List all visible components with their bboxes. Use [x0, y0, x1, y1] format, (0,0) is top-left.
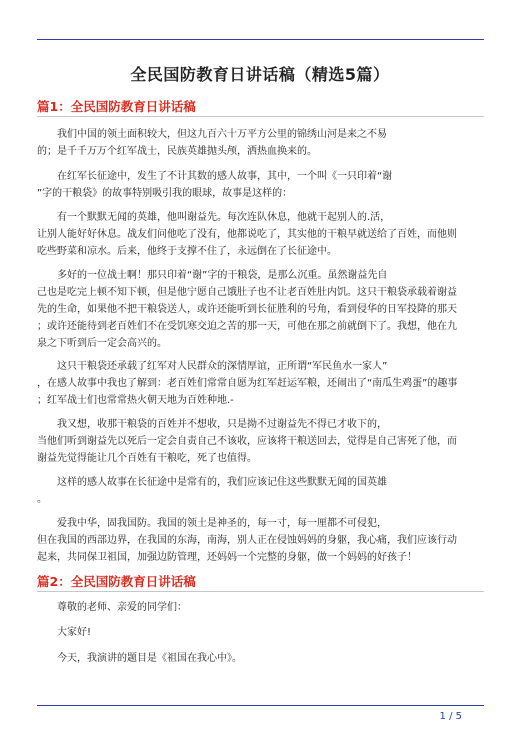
text-line: ；红军战士们也常常热火朝天地为百姓种地.- — [37, 395, 234, 406]
paragraph — [37, 267, 484, 352]
text-line: 先的生命，如果他不把干粮袋送人，或许还能听到长征胜利的号角，看到侵华的日军投降的那天 — [37, 304, 457, 315]
text-line: 泉之下听到后一定会高兴的。 — [37, 338, 167, 349]
paragraph — [37, 650, 484, 667]
paragraph — [37, 358, 484, 409]
text-line: 大家好! — [57, 627, 92, 638]
text-line: 吃些野菜和凉水。后来，他终于支撑不住了，永远倒在了长征途中。 — [37, 246, 337, 257]
text-line: 让别人能好好休息。战友们问他吃了没有，他都说吃了，其实他的干粮早就送给了百姓，而他则 — [37, 229, 457, 240]
paragraph — [37, 599, 484, 616]
text-line: ；或许还能待到老百姓们不在受饥寒交迫之苦的那一天，可他在那之前就倒下了。我想，他在九 — [37, 321, 457, 332]
text-line: 我们中国的领土面积较大，但这九百六十万平方公里的锦绣山河是来之不易 — [57, 129, 387, 140]
text-line: 的；是千千万万个红军战士，民族英雄抛头颅，洒热血换来的。 — [37, 146, 317, 157]
paragraph — [37, 168, 484, 202]
text-line: 爱我中华，固我国防。我国的领土是神圣的，每一寸，每一厘都不可侵犯， — [57, 518, 387, 529]
text-line: 谢益先觉得能让几个百姓有干粮吃，死了也值得。 — [37, 453, 257, 464]
text-line: 多好的一位战士啊！那只印着“谢”字的干粮袋，是那么沉重。虽然谢益先自 — [57, 270, 388, 281]
text-line: ”字的干粮袋》的故事特别吸引我的眼球，故事是这样的： — [37, 188, 293, 199]
text-line: 己也是吃完上顿不知下顿，但是他宁愿自己饿肚子也不让老百姓肚内饥。这只干粮袋承载着谢益 — [37, 287, 457, 298]
section-rule-1 — [37, 116, 484, 117]
section-heading-2: 篇2：全民国防教育日讲话稿 — [37, 574, 196, 589]
text-line: 这样的感人故事在长征途中是常有的，我们应该记住这些默默无闻的国英雄 — [57, 477, 387, 488]
text-line: ，在感人故事中我也了解到：老百姓们常常自愿为红军赶运军粮，还闹出了“南瓜生鸡蛋”的趣事 — [37, 378, 458, 389]
text-line: 起来，共同保卫祖国，加强边防管理，还妈妈一个完整的身躯，做一个妈妈的好孩子！ — [37, 552, 417, 563]
text-line: 尊敬的老师、亲爱的同学们： — [57, 602, 187, 613]
paragraph — [37, 416, 484, 467]
section-rule-2 — [37, 591, 484, 592]
footer-rule — [37, 705, 484, 706]
text-line: 当他们听到谢益先以死后一定会自责自己不该收，应该将干粮送回去，觉得是自己害死了他，而 — [37, 436, 457, 447]
text-line: 这只干粮袋还承载了红军对人民群众的深情厚谊，正所谓“军民鱼水一家人” — [57, 361, 388, 372]
text-line: 我又想，收那干粮袋的百姓并不想收，只是拗不过谢益先不得已才收下的， — [57, 419, 387, 430]
paragraph — [37, 126, 484, 160]
section-heading-1: 篇1：全民国防教育日讲话稿 — [37, 99, 196, 114]
text-line: 今天，我演讲的题目是《祖国在我心中》。 — [57, 653, 242, 664]
page-indicator: 1 / 5 — [439, 711, 462, 722]
paragraph — [37, 209, 484, 260]
document-title: 全民国防教育日讲话稿（精选5篇） — [130, 65, 390, 84]
text-line: 但在我国的西部边界，在我国的东海，南海，别人正在侵蚀妈妈的身躯，我心痛，我们应该行动 — [37, 535, 457, 546]
paragraph — [37, 515, 484, 566]
text-line: 有一个默默无闻的英雄，他叫谢益先。每次连队休息，他就干起别人的.活， — [57, 212, 391, 223]
paragraph — [37, 474, 484, 508]
paragraph — [37, 624, 484, 641]
header-rule — [37, 39, 484, 40]
text-line: 在红军长征途中，发生了不计其数的感人故事，其中，一个叫《一只印着“谢 — [57, 171, 393, 182]
text-line: 。 — [37, 494, 47, 505]
